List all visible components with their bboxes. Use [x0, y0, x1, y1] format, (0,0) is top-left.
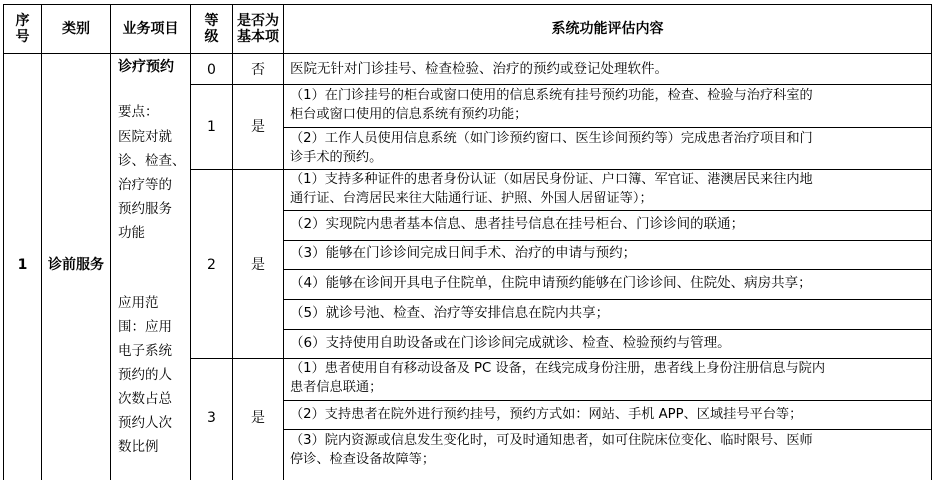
header-grade-line1: 等: [204, 13, 219, 29]
grid-line-level1-item1-bottom: [283, 127, 931, 128]
header-basic-line1: 是否为: [237, 13, 279, 29]
content-line: 医院无针对门诊挂号、检查检验、治疗的预约或登记处理软件。: [290, 61, 668, 77]
header-seq: [4, 13, 41, 45]
content-line: 通行证、台湾居民来往大陆通行证、护照、外国人居留证等）；: [290, 191, 653, 206]
grid-line-level2-item5-bottom: [283, 329, 931, 330]
level3-basic: 是: [251, 410, 265, 426]
grid-line-level2-item2-bottom: [283, 240, 931, 241]
level1-grade: 1: [207, 119, 216, 135]
grid-line-level2-item1-bottom: [283, 210, 931, 211]
grid-line-level2-item3-bottom: [283, 269, 931, 270]
content-line: （2）工作人员使用信息系统（如门诊预约窗口、医生诊间预约等）完成患者治疗项目和门: [290, 131, 813, 146]
content-line: （6）支持使用自助设备或在门诊诊间完成就诊、检查、检验预约与管理。: [290, 335, 731, 351]
header-category: 类别: [62, 21, 90, 37]
item-scope-line: 应用范: [118, 295, 159, 311]
item-title: 诊疗预约: [118, 59, 174, 75]
level0-basic: 否: [251, 62, 265, 78]
header-content: 系统功能评估内容: [551, 21, 664, 37]
grid-line-level3-item2-bottom: [283, 429, 931, 430]
content-line: （5）就诊号池、检查、治疗等安排信息在院内共享；: [290, 305, 610, 321]
content-line: 诊手术的预约。: [290, 150, 383, 165]
level0-grade: 0: [207, 62, 216, 78]
grid-line-header-bottom: [3, 53, 931, 54]
grid-line-right: [931, 4, 932, 480]
grid-line-level1-bottom: [190, 169, 931, 170]
content-line: （2）支持患者在院外进行预约挂号，预约方式如：网站、手机 APP、区域挂号平台等；: [290, 407, 803, 422]
content-line: （3）能够在门诊诊间完成日间手术、治疗的申请与预约；: [290, 245, 637, 261]
grid-line-level0-bottom: [190, 84, 931, 85]
content-line: （1）患者使用自有移动设备及 PC 设备，在线完成身份注册，患者线上身份注册信息与院内: [290, 361, 826, 376]
header-grade: [191, 13, 232, 45]
content-line: （2）实现院内患者基本信息、患者挂号信息在挂号柜台、门诊诊间的联通；: [290, 216, 745, 232]
grid-line-level2-bottom: [190, 358, 931, 359]
item-points-line: 医院对就: [118, 129, 172, 145]
grid-line-top: [3, 4, 931, 5]
header-basic-line2: 基本项: [237, 29, 279, 45]
level2-basic: 是: [251, 257, 265, 273]
header-seq-line1: 序: [15, 13, 30, 29]
grid-line-level3-item1-bottom: [283, 400, 931, 401]
row-category: 诊前服务: [48, 257, 104, 273]
item-scope-text: [118, 291, 190, 459]
header-item: 业务项目: [122, 21, 179, 37]
item-scope-line: 数比例: [118, 439, 159, 455]
item-points-line: 诊、检查、: [118, 153, 186, 169]
content-line: 停诊、检查设备故障等；: [290, 452, 436, 467]
header-grade-line2: 级: [204, 29, 219, 45]
content-line: （3）院内资源或信息发生变化时，可及时通知患者，如可住院床位变化、临时限号、医师: [290, 433, 813, 448]
header-seq-line2: 号: [15, 29, 30, 45]
item-points-text: [118, 125, 190, 245]
content-line: （1）支持多种证件的患者身份认证（如居民身份证、户口簿、军官证、港澳居民来往内地: [290, 172, 813, 187]
level2-grade: 2: [207, 257, 216, 273]
row-seq: 1: [17, 257, 28, 273]
item-scope-line: 围：应用: [118, 319, 172, 335]
content-line: （1）在门诊挂号的柜台或窗口使用的信息系统有挂号预约功能，检查、检验与治疗科室的: [290, 88, 813, 103]
item-points-label: 要点：: [118, 104, 159, 120]
item-points-line: 预约服务: [118, 201, 172, 217]
item-scope-line: 预约人次: [118, 415, 172, 431]
content-line: 柜台或窗口使用的信息系统有预约功能；: [290, 107, 528, 122]
header-basic: [233, 13, 283, 45]
item-scope-line: 次数占总: [118, 391, 172, 407]
grid-line-col1: [41, 4, 42, 480]
level3-grade: 3: [207, 410, 216, 426]
item-points-line: 治疗等的: [118, 177, 172, 193]
item-scope-line: 电子系统: [118, 343, 172, 359]
level1-basic: 是: [251, 119, 265, 135]
grid-line-col2: [110, 4, 111, 480]
grid-line-level2-item4-bottom: [283, 299, 931, 300]
grid-line-col5: [283, 4, 284, 480]
item-scope-line: 预约的人: [118, 367, 172, 383]
content-line: （4）能够在诊间开具电子住院单，住院申请预约能够在门诊诊间、住院处、病房共享；: [290, 275, 812, 291]
content-line: 患者信息联通；: [290, 380, 383, 395]
grid-line-left: [3, 4, 4, 480]
item-points-line: 功能: [118, 225, 145, 241]
